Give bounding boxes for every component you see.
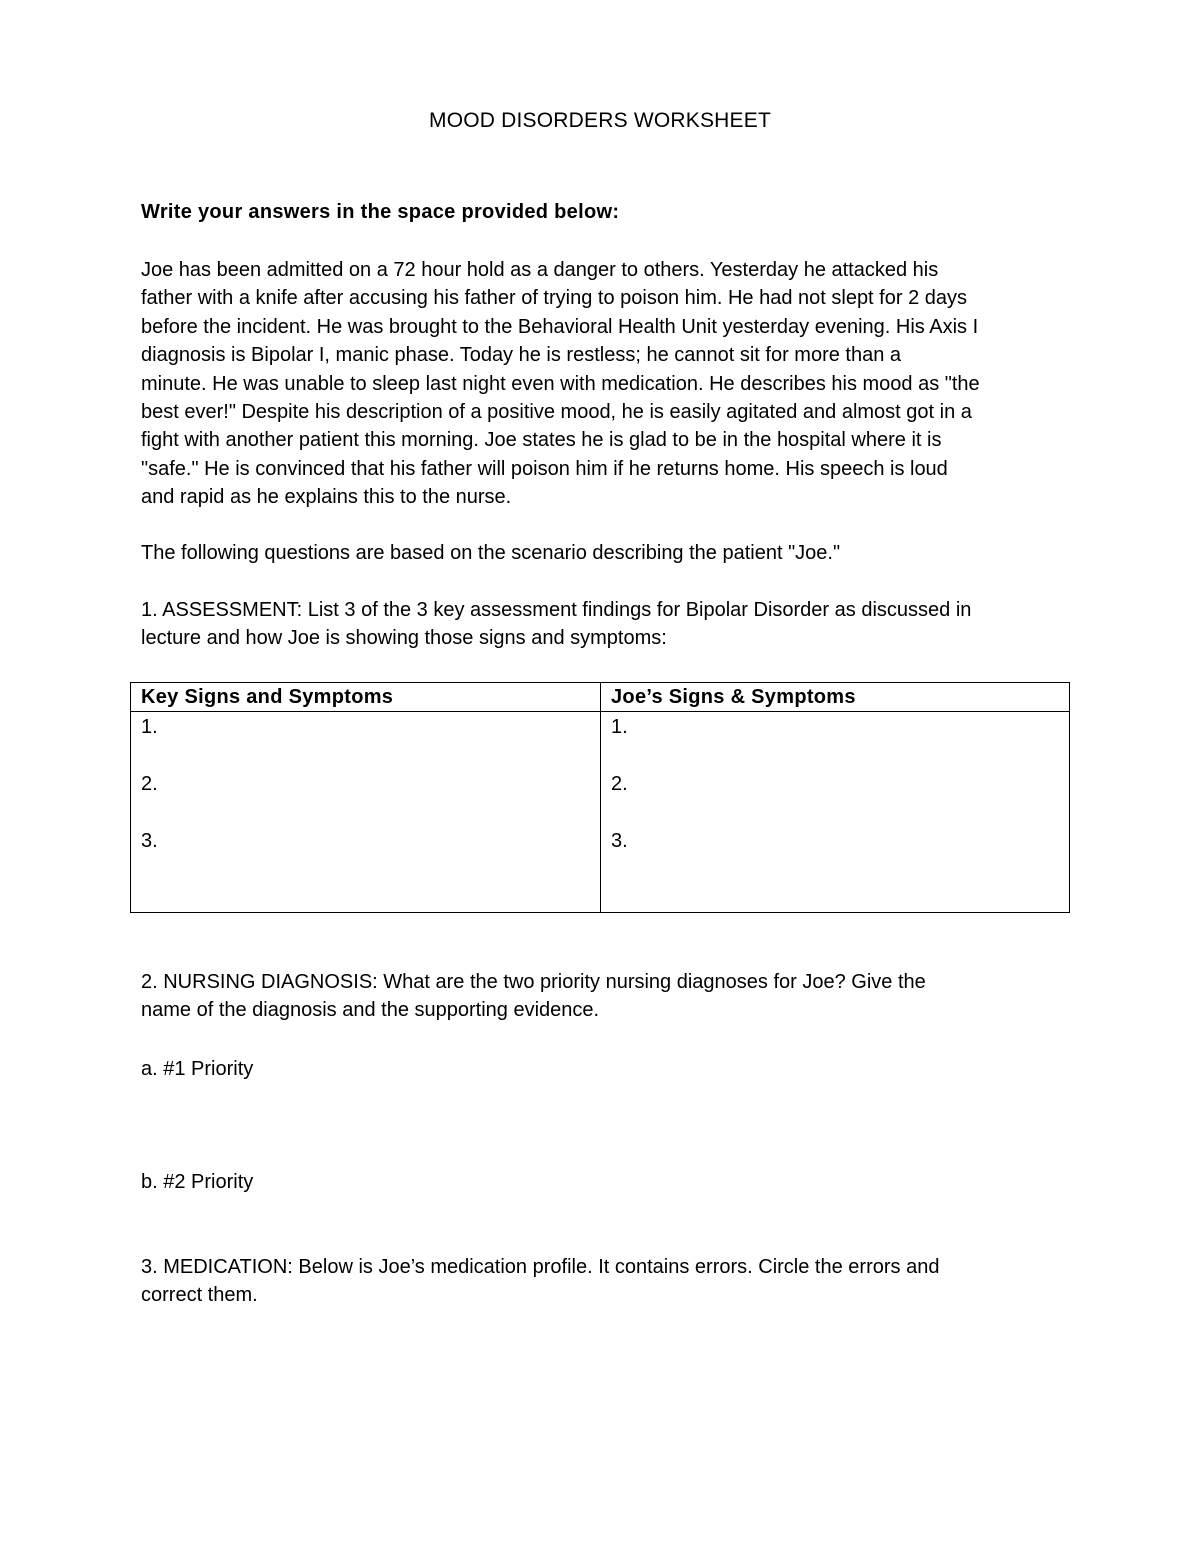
scenario-line: diagnosis is Bipolar I, manic phase. Today he is restless; he cannot sit for more than a	[141, 344, 902, 367]
scenario-line: "safe." He is convinced that his father will poison him if he returns home. His speech is loud	[141, 457, 948, 480]
list-item: 1.	[141, 716, 158, 738]
key-signs-answer-cell[interactable]	[131, 712, 601, 913]
list-item: 2.	[141, 773, 158, 795]
scenario-line: best ever!" Despite his description of a positive mood, he is easily agitated and almost got in a	[141, 401, 972, 424]
list-item: 3.	[611, 830, 628, 852]
question-3-line: 3. MEDICATION: Below is Joe’s medication profile. It contains errors. Circle the errors and	[141, 1256, 940, 1278]
scenario-line: before the incident. He was brought to the Behavioral Health Unit yesterday evening. His Axis I	[141, 315, 979, 338]
scenario-line: and rapid as he explains this to the nurse.	[141, 486, 512, 509]
scenario-line: father with a knife after accusing his father of trying to poison him. He had not slept for 2 days	[141, 287, 967, 310]
scenario-line: fight with another patient this morning. Joe states he is glad to be in the hospital where it is	[141, 429, 942, 452]
header-joes-signs: Joe’s Signs & Symptoms	[601, 683, 1070, 712]
question-2-line: name of the diagnosis and the supporting evidence.	[141, 999, 600, 1022]
question-1-line: 1. ASSESSMENT: List 3 of the 3 key assessment findings for Bipolar Disorder as discussed in	[141, 599, 972, 621]
joes-signs-answer-cell[interactable]	[601, 712, 1070, 913]
question-3-line: correct them.	[141, 1284, 258, 1307]
question-3-medication	[141, 1253, 1081, 1310]
question-1-line: lecture and how Joe is showing those signs and symptoms:	[141, 627, 667, 650]
list-item: 1.	[611, 716, 628, 738]
instructions: Write your answers in the space provided below:	[141, 201, 620, 223]
question-2-line: 2. NURSING DIAGNOSIS: What are the two priority nursing diagnoses for Joe? Give the	[141, 971, 926, 993]
header-key-signs: Key Signs and Symptoms	[131, 683, 601, 712]
questions-intro: The following questions are based on the scenario describing the patient "Joe."	[141, 542, 841, 564]
list-item: 2.	[611, 773, 628, 795]
scenario-line: Joe has been admitted on a 72 hour hold as a danger to others. Yesterday he attacked his	[141, 259, 939, 281]
question-1-assessment	[141, 596, 1081, 653]
table-row	[131, 712, 1070, 913]
priority-1-label: a. #1 Priority	[141, 1058, 254, 1080]
table-header-row	[131, 683, 1070, 712]
list-item: 3.	[141, 830, 158, 852]
scenario-line: minute. He was unable to sleep last night even with medication. He describes his mood as "the	[141, 372, 980, 395]
page-title: MOOD DISORDERS WORKSHEET	[429, 109, 771, 132]
assessment-table	[130, 682, 1070, 913]
priority-2-label: b. #2 Priority	[141, 1171, 254, 1193]
scenario-paragraph	[141, 256, 1081, 512]
question-2-nursing-diagnosis	[141, 968, 1081, 1025]
